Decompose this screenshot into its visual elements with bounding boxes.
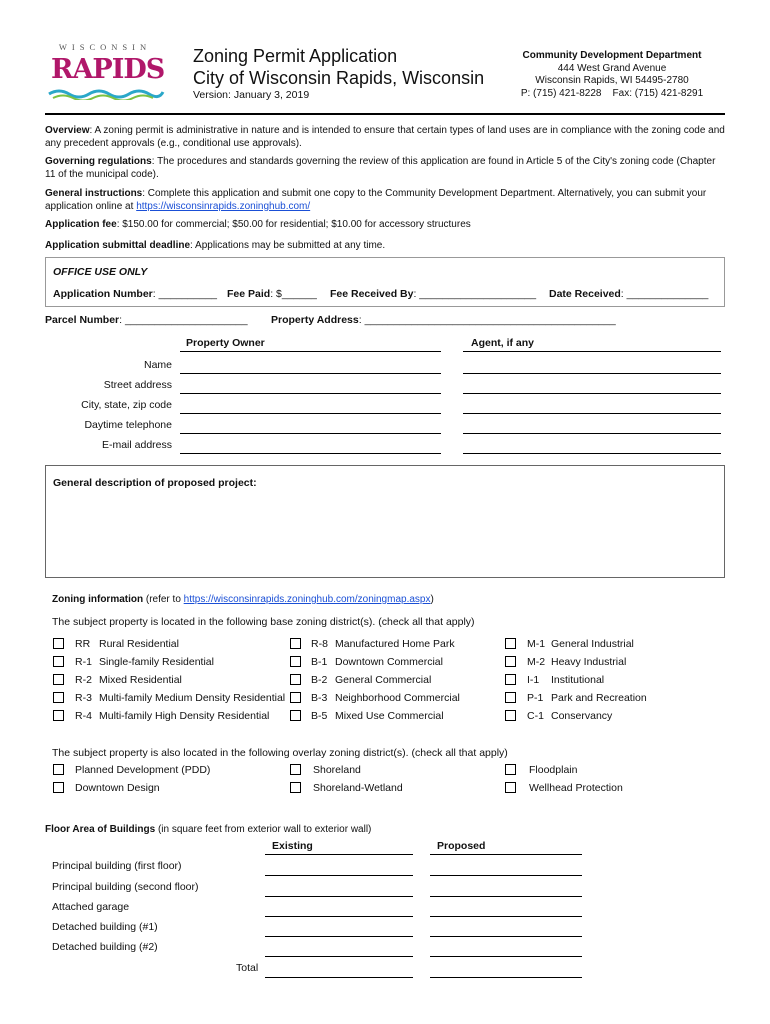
- property-address-blank: : ___________________________________________: [358, 314, 616, 326]
- proposed-second-floor-field[interactable]: [430, 896, 582, 897]
- agent-column-header: Agent, if any: [471, 337, 535, 349]
- owner-phone-field[interactable]: [180, 433, 441, 434]
- overlay-option: Shoreland-Wetland: [313, 782, 403, 794]
- checkbox-b5[interactable]: [290, 710, 301, 721]
- checkbox-i1[interactable]: [505, 674, 516, 685]
- existing-detached-2-field[interactable]: [265, 956, 413, 957]
- existing-first-floor-field[interactable]: [265, 875, 413, 876]
- district-option: [527, 710, 612, 722]
- zoning-info-heading: [52, 594, 434, 605]
- zoning-map-link[interactable]: https://wisconsinrapids.zoninghub.com/zoningmap.aspx: [183, 594, 431, 605]
- checkbox-b1[interactable]: [290, 656, 301, 667]
- governing-label: Governing regulations: [45, 156, 152, 167]
- floor-area-sub: (in square feet from exterior wall to exterior wall): [155, 824, 372, 835]
- floor-row-label: Principal building (first floor): [52, 860, 182, 872]
- checkbox-b2[interactable]: [290, 674, 301, 685]
- existing-total-field[interactable]: [265, 977, 413, 978]
- application-number-blank: : __________: [152, 288, 217, 300]
- district-code: R-8: [311, 638, 328, 650]
- floor-area-heading: [45, 824, 371, 835]
- district-name: Multi-family Medium Density Residential: [99, 692, 286, 704]
- owner-name-field[interactable]: [180, 373, 441, 374]
- overlay-option: Downtown Design: [75, 782, 160, 794]
- zoning-info-label: Zoning information: [52, 594, 144, 605]
- checkbox-wellhead[interactable]: [505, 782, 516, 793]
- checkbox-r8[interactable]: [290, 638, 301, 649]
- agent-name-field[interactable]: [463, 373, 721, 374]
- date-received-blank: : ______________: [620, 288, 709, 300]
- district-code: M-1: [527, 638, 546, 650]
- proposed-total-field[interactable]: [430, 977, 582, 978]
- proposed-header-rule: [430, 854, 582, 855]
- district-name: Conservancy: [551, 710, 613, 722]
- project-description-box[interactable]: [45, 465, 725, 578]
- agent-phone-field[interactable]: [463, 433, 721, 434]
- date-received-field[interactable]: [549, 288, 708, 300]
- fee-label: Application fee: [45, 219, 117, 230]
- contact-row-label: Street address: [103, 379, 172, 391]
- owner-column-header: Property Owner: [186, 337, 265, 349]
- floor-row-label: Detached building (#2): [52, 941, 158, 953]
- district-name: Institutional: [551, 674, 605, 686]
- overlay-option: Floodplain: [529, 764, 578, 776]
- logo-top-text: WISCONSIN: [58, 42, 152, 52]
- floor-row-label: Detached building (#1): [52, 921, 158, 933]
- district-option: [75, 638, 179, 650]
- fee-received-field[interactable]: [330, 288, 536, 300]
- checkbox-rr[interactable]: [53, 638, 64, 649]
- existing-garage-field[interactable]: [265, 916, 413, 917]
- application-number-label: Application Number: [53, 288, 153, 300]
- parcel-number-label: Parcel Number: [45, 314, 120, 326]
- district-option: [527, 674, 604, 686]
- checkbox-m2[interactable]: [505, 656, 516, 667]
- district-code: P-1: [527, 692, 544, 704]
- dept-address-1: 444 West Grand Avenue: [557, 62, 667, 74]
- contact-row-label: E-mail address: [101, 439, 172, 451]
- agent-street-field[interactable]: [463, 393, 721, 394]
- overlay-option: Shoreland: [313, 764, 361, 776]
- form-subtitle: City of Wisconsin Rapids, Wisconsin: [193, 68, 485, 88]
- checkbox-r3[interactable]: [53, 692, 64, 703]
- proposed-detached-1-field[interactable]: [430, 936, 582, 937]
- district-name: Manufactured Home Park: [335, 638, 455, 650]
- instructions-paragraph: [45, 188, 725, 213]
- district-code: R-2: [75, 674, 92, 686]
- proposed-detached-2-field[interactable]: [430, 956, 582, 957]
- checkbox-shoreland[interactable]: [290, 764, 301, 775]
- checkbox-r2[interactable]: [53, 674, 64, 685]
- district-code: R-3: [75, 692, 92, 704]
- contact-row-label: City, state, zip code: [81, 399, 172, 411]
- district-option: [527, 656, 626, 668]
- overlay-option: Planned Development (PDD): [75, 764, 211, 776]
- office-use-title: OFFICE USE ONLY: [53, 266, 148, 278]
- district-name: Park and Recreation: [551, 692, 647, 704]
- fee-paid-blank: : $______: [270, 288, 317, 300]
- district-name: General Industrial: [551, 638, 634, 650]
- deadline-text: : Applications may be submitted at any time.: [190, 240, 386, 251]
- district-name: Rural Residential: [99, 638, 179, 650]
- overview-paragraph: [45, 125, 725, 150]
- dept-phone: P: (715) 421-8228 Fax: (715) 421-8291: [520, 87, 704, 99]
- checkbox-downtown-design[interactable]: [53, 782, 64, 793]
- owner-email-field[interactable]: [180, 453, 441, 454]
- district-code: R-4: [75, 710, 92, 722]
- property-address-field[interactable]: [271, 314, 616, 326]
- overlay-option: Wellhead Protection: [529, 782, 623, 794]
- department-contact: [502, 50, 722, 100]
- parcel-number-field[interactable]: [45, 314, 248, 326]
- existing-column-header: Existing: [272, 840, 313, 852]
- existing-detached-1-field[interactable]: [265, 936, 413, 937]
- proposed-column-header: Proposed: [437, 840, 486, 852]
- district-name: Mixed Residential: [99, 674, 182, 686]
- district-name: Multi-family High Density Residential: [99, 710, 270, 722]
- owner-header-rule: [180, 351, 441, 352]
- form-version: Version: January 3, 2019: [193, 89, 310, 101]
- zoning-refer-text: (refer to: [143, 594, 184, 605]
- district-name: General Commercial: [335, 674, 432, 686]
- form-title: Zoning Permit Application: [193, 46, 398, 66]
- fee-received-label: Fee Received By: [330, 288, 414, 300]
- checkbox-pdd[interactable]: [53, 764, 64, 775]
- district-code: RR: [75, 638, 91, 650]
- district-option: [75, 692, 285, 704]
- district-name: Heavy Industrial: [551, 656, 627, 668]
- district-code: B-5: [311, 710, 328, 722]
- district-option: [311, 656, 443, 668]
- district-option: [311, 674, 431, 686]
- date-received-label: Date Received: [549, 288, 621, 300]
- agent-email-field[interactable]: [463, 453, 721, 454]
- dept-address-2: Wisconsin Rapids, WI 54495-2780: [535, 75, 689, 86]
- district-name: Neighborhood Commercial: [335, 692, 460, 704]
- city-logo: [45, 40, 165, 100]
- fee-paragraph: [45, 219, 725, 232]
- checkbox-m1[interactable]: [505, 638, 516, 649]
- deadline-paragraph: [45, 240, 725, 253]
- existing-header-rule: [265, 854, 413, 855]
- floor-total-label: Total: [236, 962, 259, 974]
- overview-text: : A zoning permit is administrative in nature and is intended to ensure that certain types of land uses are in compliance with the zoning code and any precedent approvals (e.g., conditional use approvals).: [45, 125, 725, 149]
- checkbox-r4[interactable]: [53, 710, 64, 721]
- checkbox-b3[interactable]: [290, 692, 301, 703]
- district-option: [75, 674, 182, 686]
- district-name: Single-family Residential: [99, 656, 214, 668]
- district-name: Downtown Commercial: [335, 656, 443, 668]
- logo-wave-icon: [47, 86, 165, 100]
- district-code: I-1: [527, 674, 540, 686]
- fee-paid-field[interactable]: [227, 288, 317, 300]
- fee-paid-label: Fee Paid: [227, 288, 271, 300]
- parcel-number-blank: : _____________________: [119, 314, 248, 326]
- district-option: [311, 638, 455, 650]
- agent-header-rule: [463, 351, 721, 352]
- dept-name: Community Development Department: [522, 50, 702, 61]
- district-name: Mixed Use Commercial: [335, 710, 444, 722]
- proposed-first-floor-field[interactable]: [430, 875, 582, 876]
- floor-row-label: Attached garage: [52, 901, 130, 913]
- checkbox-r1[interactable]: [53, 656, 64, 667]
- floor-row-label: Principal building (second floor): [52, 881, 199, 893]
- overview-label: Overview: [45, 125, 90, 136]
- district-option: [75, 710, 269, 722]
- district-code: R-1: [75, 656, 92, 668]
- district-code: B-2: [311, 674, 328, 686]
- fee-text: : $150.00 for commercial; $50.00 for residential; $10.00 for accessory structures: [116, 219, 471, 230]
- checkbox-c1[interactable]: [505, 710, 516, 721]
- governing-paragraph: [45, 156, 725, 181]
- checkbox-shoreland-wetland[interactable]: [290, 782, 301, 793]
- existing-second-floor-field[interactable]: [265, 896, 413, 897]
- contact-row-label: Daytime telephone: [84, 419, 172, 431]
- deadline-label: Application submittal deadline: [45, 240, 191, 251]
- district-option: [311, 710, 444, 722]
- application-number-field[interactable]: [53, 288, 217, 300]
- checkbox-p1[interactable]: [505, 692, 516, 703]
- district-option: [75, 656, 214, 668]
- governing-text: : The procedures and standards governing the review of this application are found in Article 5 of the City's zoning code (Chapter 11 of the municipal code).: [45, 156, 716, 180]
- base-district-instruction: The subject property is located in the following base zoning district(s). (check all that apply): [52, 616, 475, 628]
- agent-city-field[interactable]: [463, 413, 721, 414]
- contact-row-label: Name: [143, 359, 172, 371]
- district-code: M-2: [527, 656, 546, 668]
- zoning-refer-close: ): [430, 594, 434, 605]
- district-code: B-1: [311, 656, 328, 668]
- instructions-text: : Complete this application and submit one copy to the Community Development Department. Alternatively, you can submit your application online at: [45, 188, 707, 212]
- office-use-box: [45, 257, 725, 307]
- district-code: B-3: [311, 692, 328, 704]
- proposed-garage-field[interactable]: [430, 916, 582, 917]
- owner-city-field[interactable]: [180, 413, 441, 414]
- district-code: C-1: [527, 710, 544, 722]
- fee-received-blank: : ____________________: [413, 288, 537, 300]
- header-divider: [45, 113, 725, 115]
- floor-area-label: Floor Area of Buildings: [45, 824, 156, 835]
- owner-street-field[interactable]: [180, 393, 441, 394]
- logo-wordmark: RAPIDS: [51, 54, 165, 85]
- district-option: [527, 692, 647, 704]
- overlay-district-instruction: The subject property is also located in the following overlay zoning district(s). (check all that apply): [52, 747, 508, 759]
- zoninghub-link[interactable]: https://wisconsinrapids.zoninghub.com/: [136, 200, 311, 212]
- instructions-label: General instructions: [45, 188, 143, 199]
- project-description-label: General description of proposed project:: [53, 477, 257, 489]
- checkbox-floodplain[interactable]: [505, 764, 516, 775]
- property-address-label: Property Address: [271, 314, 359, 326]
- district-option: [311, 692, 460, 704]
- district-option: [527, 638, 634, 650]
